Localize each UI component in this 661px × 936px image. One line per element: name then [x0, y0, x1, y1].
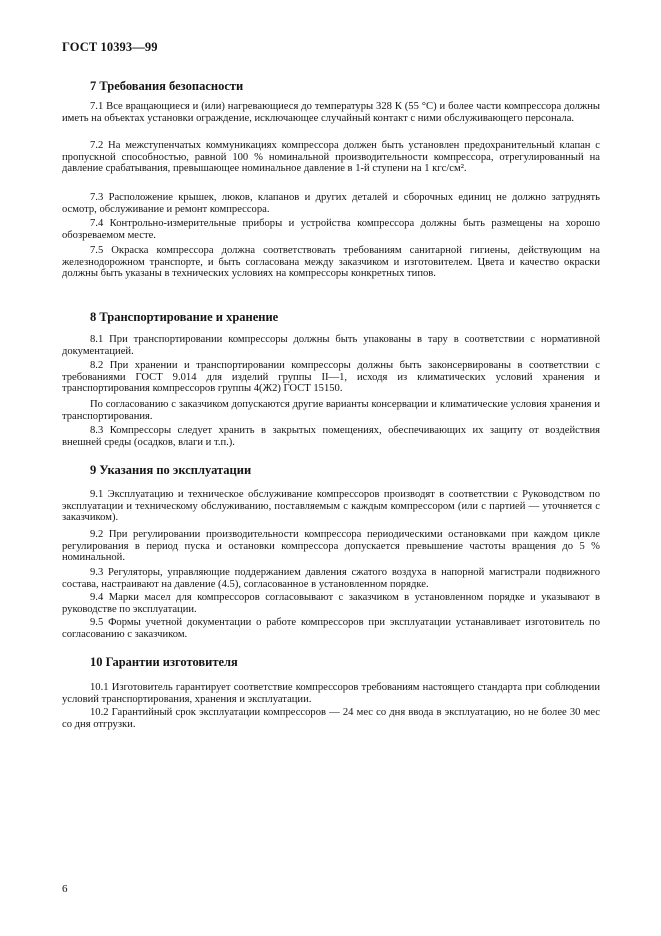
section-heading: 8 Транспортирование и хранение: [90, 310, 279, 324]
paragraph-8-2-note: По согласованию с заказчиком допускаются другие варианты консервации и климатические условия хранения и транспортирования.: [62, 399, 600, 422]
paragraph-10-2: 10.2 Гарантийный срок эксплуатации компрессоров — 24 мес со дня ввода в эксплуатацию, но не более 30 мес со дня отгрузки.: [62, 707, 600, 730]
paragraph-9-2: 9.2 При регулировании производительности компрессора периодическими остановками при каждом цикле регулирования в период пуска и остановки компрессора допускается превышение частоты вращения до 5 % номинальной.: [62, 529, 600, 564]
paragraph-9-1: 9.1 Эксплуатацию и техническое обслуживание компрессоров производят в соответствии с Руководством по эксплуатации и техническому обслуживанию, поставляемым с каждым компрессором (или с партией — уточняется с заказчиком).: [62, 489, 600, 524]
page-number: 6: [62, 883, 68, 895]
paragraph-9-4: 9.4 Марки масел для компрессоров согласовывают с заказчиком в установленном порядке и указывают в руководстве по эксплуатации.: [62, 592, 600, 615]
paragraph-9-5: 9.5 Формы учетной документации о работе компрессоров при эксплуатации устанавливает изготовитель по согласованию с заказчиком.: [62, 617, 600, 640]
standard-code-header: ГОСТ 10393—99: [62, 40, 158, 54]
paragraph-7-3: 7.3 Расположение крышек, люков, клапанов и других деталей и сборочных единиц не должно затруднять осмотр, обслуживание и ремонт компрессора.: [62, 192, 600, 215]
paragraph-7-5: 7.5 Окраска компрессора должна соответствовать требованиям санитарной гигиены, действующим на железнодорожном транспорте, и быть согласована между заказчиком и изготовителем. Цвета и качество окраски должны быть указаны в технических условиях на компрессоры конкретных типов.: [62, 245, 600, 280]
paragraph-7-2: 7.2 На межступенчатых коммуникациях компрессора должен быть установлен предохранительный клапан с пропускной способностью, равной 100 % номинальной производительности компрессора, отрегулированный на давление срабатывания, превышающее номинальное давление в 1-й ступени на 1 кгс/см².: [62, 140, 600, 175]
section-heading: 9 Указания по эксплуатации: [90, 463, 252, 477]
paragraph-8-2: 8.2 При хранении и транспортировании компрессоры должны быть законсервированы в соответствии с требованиями ГОСТ 9.014 для изделий группы II—1, исходя из климатических условий хранения и транспортирования компрессоров группы 4(Ж2) ГОСТ 15150.: [62, 360, 600, 395]
paragraph-7-4: 7.4 Контрольно-измерительные приборы и устройства компрессора должны быть размещены на хорошо обозреваемом месте.: [62, 218, 600, 241]
section-heading: 7 Требования безопасности: [90, 79, 244, 93]
section-heading: 10 Гарантии изготовителя: [90, 655, 238, 669]
paragraph-8-3: 8.3 Компрессоры следует хранить в закрытых помещениях, обеспечивающих их защиту от воздействия внешней среды (осадков, влаги и т.п.).: [62, 425, 600, 448]
paragraph-7-1: 7.1 Все вращающиеся и (или) нагревающиеся до температуры 328 К (55 °С) и более части компрессора должны иметь на объектах установки ограждение, исключающее случайный контакт с ними обслуживающего персонала.: [62, 101, 600, 124]
paragraph-10-1: 10.1 Изготовитель гарантирует соответствие компрессоров требованиям настоящего стандарта при соблюдении условий транспортирования, хранения и эксплуатации.: [62, 682, 600, 705]
paragraph-9-3: 9.3 Регуляторы, управляющие поддержанием давления сжатого воздуха в напорной магистрали подвижного состава, настраивают на давление (4.5), согласованное в установленном порядке.: [62, 567, 600, 590]
paragraph-8-1: 8.1 При транспортировании компрессоры должны быть упакованы в тару в соответствии с нормативной документацией.: [62, 334, 600, 357]
